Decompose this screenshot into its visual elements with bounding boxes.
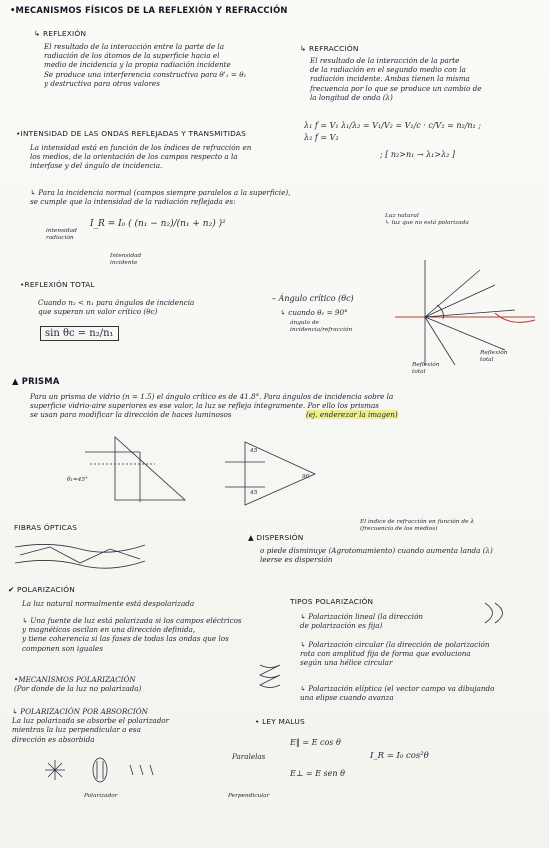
mecanismos-polarizacion: •MECANISMOS POLARIZACIÓN (Por donde de la luz no polarizada) (14, 675, 142, 694)
diagram-reflexion-label: Reflexión total (412, 362, 440, 375)
polarizacion-heading: ✔ POLARIZACIÓN (8, 585, 75, 594)
prisma-highlight: (ej. enderezar la imagen) (306, 410, 398, 419)
prism-angle-label: θ₁=45° (67, 477, 88, 483)
tipos-heading: TIPOS POLARIZACIÓN (290, 597, 374, 606)
helix-icon (255, 660, 285, 695)
total-reflection-diagram (385, 255, 545, 375)
cuando-label: ↳ cuando θ₂ = 90° (280, 308, 348, 317)
angulo-label: ángulo de incidencia/refracción (290, 320, 353, 333)
polarizacion-circular: ↳ Polarización circular (la dirección de polarización rota con amplitud fija de forma que evoluciona según una hélice circular (300, 640, 490, 668)
polarizador-label: Polarizador (84, 793, 118, 799)
lineal-wave-icon (480, 598, 520, 628)
reflexion-total-text: Cuando n₂ < n₁ para ángulos de incidencia que superan un valor crítico (θc) (38, 298, 195, 317)
page-title: •MECANISMOS FÍSICOS DE LA REFLEXIÓN Y REFRACCIÓN (10, 5, 288, 15)
dispersion-text: o piede disminuye (Agrotomamiento) cuando aumenta landa (λ) leerse es dispersión (260, 546, 493, 565)
dispersion-heading: ▲ DISPERSIÓN (248, 533, 304, 542)
paralelas-label: Paralelas (232, 752, 266, 761)
perpendicular-label: Perpendicular (228, 793, 270, 799)
ley-malus-heading: • LEY MALUS (255, 717, 305, 726)
prism-45a-label: 45 (250, 448, 258, 454)
refraccion-equation-2: λ₂ f = V₂ (304, 133, 339, 142)
reflexion-text: El resultado de la interacción entre la parte de la radiación de los átomos de la superficie hacia el medio de incidencia y la propia radiación incidente Se produce una interferencia constructiva para θ'₁ = θ₁ y destructiva para otros valores (44, 42, 247, 88)
intensidad-heading: •INTENSIDAD DE LAS ONDAS REFLEJADAS Y TRANSMITIDAS (16, 129, 247, 138)
refraccion-text: El resultado de la interacción de la parte de la radiación en el segundo medio con la radiación incidente. Ambas tienen la misma frecuencia por lo que se produce un cambio de la longitud de onda (λ) (310, 56, 482, 102)
incidencia-normal-text: ↳ Para la incidencia normal (campos siempre paralelos a la superficie), se cumple que la intensidad de la radiación reflejada es: (30, 188, 291, 207)
e-perp-formula: E⊥ = E sen θ (290, 769, 345, 778)
fiber-diagram (10, 535, 150, 575)
refraccion-heading: ↳ REFRACCIÓN (300, 44, 359, 53)
prism-diagram-1 (85, 432, 195, 507)
fibras-heading: FIBRAS ÓPTICAS (14, 523, 78, 532)
polarizacion-lineal: ↳ Polarización lineal (la dirección de polarización es fija) (300, 612, 424, 631)
polarizacion-fuente: ↳ Una fuente de luz está polarizada si los campos eléctricos y magnéticos oscilan en una dirección definida, y tiene coherencia si las fases de todas las ondas que los componen son iguales (22, 616, 242, 653)
reflexion-heading: ↳ REFLEXIÓN (34, 29, 87, 38)
polarizacion-text: La luz natural normalmente está despolarizada (22, 599, 195, 608)
intensidad-label-under: Intensidad incidente (110, 253, 142, 266)
polarizacion-eliptica: ↳ Polarización elíptica (el vector campo va dibujando una elipse cuando avanza (300, 684, 495, 703)
prism-45b-label: 45 (250, 490, 258, 496)
intensidad-text: La intensidad está en función de los índices de refracción en los medios, de la orientación de los campos respecto a la interfase y del ángulo de incidencia. (30, 143, 252, 171)
intensidad-label-left: intensidad radiación (46, 228, 77, 241)
polarizer-diagram (40, 755, 170, 790)
prisma-heading: ▲ PRISMA (12, 376, 60, 386)
e-parallel-formula: E‖ = E cos θ (290, 738, 341, 747)
malus-formula: I_R = I₀ cos²θ (370, 751, 429, 761)
prisma-text: Para un prisma de vidrio (n = 1.5) el ángulo crítico es de 41.8°. Para ángulos de incidencia sobre la superficie vidrio-aire superiores es ese valor, la luz se refleja íntegramente. Por ello los prismas se usan para modificar la dirección de haces luminosos (30, 392, 394, 420)
refraccion-equation: λ₁ f = V₁ λ₁/λ₂ = V₁/V₂ = V₁/c · c/V₂ = n₂/n₁ ; (304, 121, 481, 130)
refraccion-condition: ; [ n₂>n₁ → λ₁>λ₂ ] (380, 150, 456, 159)
prism-90-label: 90 (302, 474, 310, 480)
diagram-reflexion-label-2: Reflexión total (480, 350, 508, 363)
dispersion-note: El índice de refracción en función de λ (frecuencia de los medios) (360, 519, 475, 532)
polarizacion-absorcion: ↳ POLARIZACIÓN POR ABSORCIÓN La luz polarizada se absorbe el polarizador mientras la luz perpendicular a esa dirección es absorbida (12, 707, 170, 744)
critical-angle-formula: sin θc = n₂/n₁ (40, 326, 119, 341)
reflexion-total-heading: •REFLEXIÓN TOTAL (20, 280, 95, 289)
angulo-critico-label: – Ángulo crítico (θc) (272, 294, 354, 303)
intensidad-formula: I_R = I₀ ( (n₁ − n₂)/(n₁ + n₂) )² (90, 219, 226, 229)
luz-natural-note: Luz natural ↳ luz que no está polarizada (385, 213, 469, 226)
prism-diagram-2 (225, 437, 325, 512)
